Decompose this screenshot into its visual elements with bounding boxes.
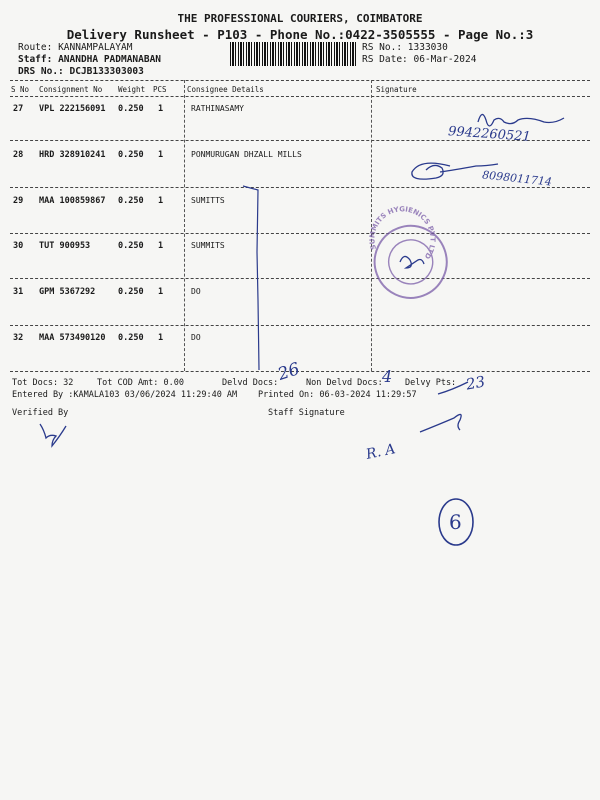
row-weight: 0.250 (118, 241, 144, 251)
col-header-consignee: Consignee Details (187, 85, 264, 94)
rs-no-label: RS No.: (362, 42, 403, 53)
handwritten-phone: 8098011714 (481, 168, 553, 189)
delvd-docs-label: Delvd Docs: (222, 378, 279, 388)
staff-signature-label: Staff Signature (268, 408, 345, 418)
row-weight: 0.250 (118, 287, 144, 297)
rs-date-label: RS Date: (362, 54, 408, 65)
printed-on: Printed On: 06-03-2024 11:29:57 (258, 390, 417, 400)
staff-label: Staff: (18, 54, 53, 65)
handwritten-delvd-count: 26 (275, 359, 303, 385)
company-title: THE PROFESSIONAL COURIERS, COIMBATORE (177, 12, 423, 25)
route-label: Route: (18, 42, 53, 53)
row-sno: 29 (13, 196, 24, 206)
col-header-pcs: PCS (153, 85, 167, 94)
row-pcs: 1 (158, 333, 164, 343)
handwritten-delvy-pts: 23 (464, 372, 487, 394)
row-pcs: 1 (158, 150, 164, 160)
tot-docs: Tot Docs: 32 (12, 378, 74, 388)
handwritten-initials: R. A (364, 441, 397, 463)
row-sno: 28 (13, 150, 24, 160)
col-header-weight: Weight (118, 85, 146, 94)
verified-by-label: Verified By (12, 408, 69, 418)
row-consignment: HRD 328910241 (39, 150, 106, 160)
row-consignment: GPM 5367292 (39, 287, 96, 297)
row-weight: 0.250 (118, 196, 144, 206)
row-consignment: VPL 222156091 (39, 104, 106, 114)
col-header-sno: S No (11, 85, 30, 94)
drs-label: DRS No.: (18, 66, 64, 77)
row-consignment: TUT 900953 (39, 241, 91, 251)
rs-no-value: 1333030 (407, 42, 448, 53)
row-sno: 32 (13, 333, 24, 343)
row-consignee: RATHINASAMY (191, 104, 244, 113)
handwritten-phone: 9942260521 (447, 124, 532, 145)
non-delvd-docs-label: Non Delvd Docs: (306, 378, 383, 388)
row-weight: 0.250 (118, 150, 144, 160)
tot-cod-amt: Tot COD Amt: 0.00 (97, 378, 184, 388)
row-consignment: MAA 100859867 (39, 196, 106, 206)
row-consignee: SUMITTS (191, 196, 225, 205)
entered-by: Entered By :KAMALA103 03/06/2024 11:29:40 AM (12, 390, 238, 400)
row-weight: 0.250 (118, 104, 144, 114)
row-consignment: MAA 573490120 (39, 333, 106, 343)
circled-number: 6 (449, 510, 462, 534)
svg-text:SUMMITS HYGIENICS PVT LTD (359, 196, 445, 279)
row-sno: 30 (13, 241, 24, 251)
stamp-signature-scribble (400, 256, 424, 268)
row-pcs: 1 (158, 104, 164, 114)
drs-value: DCJB133303003 (69, 66, 144, 77)
row-pcs: 1 (158, 287, 164, 297)
route-value: KANNAMPALAYAM (58, 42, 133, 53)
row-consignee: PONMURUGAN DHZALL MILLS (191, 150, 302, 159)
row-sno: 31 (13, 287, 24, 297)
row-consignee: DO (191, 333, 201, 342)
row-pcs: 1 (158, 196, 164, 206)
staff-value: ANANDHA PADMANABAN (58, 54, 162, 65)
row-weight: 0.250 (118, 333, 144, 343)
row-pcs: 1 (158, 241, 164, 251)
rs-date-value: 06-Mar-2024 (413, 54, 477, 65)
stamp-text: SUMMITS HYGIENICS PVT LTD (368, 205, 437, 261)
row-sno: 27 (13, 104, 24, 114)
handwritten-non-delvd-count: 4 (382, 367, 393, 386)
delvy-pts-label: Delvy Pts: (405, 378, 457, 388)
row-consignee: DO (191, 287, 201, 296)
col-header-signature: Signature (376, 85, 417, 94)
row-consignee: SUMMITS (191, 241, 225, 250)
col-header-consignment: Consignment No (39, 85, 103, 94)
runsheet-title: Delivery Runsheet - P103 - Phone No.:0422-3505555 - Page No.:3 (66, 27, 534, 42)
